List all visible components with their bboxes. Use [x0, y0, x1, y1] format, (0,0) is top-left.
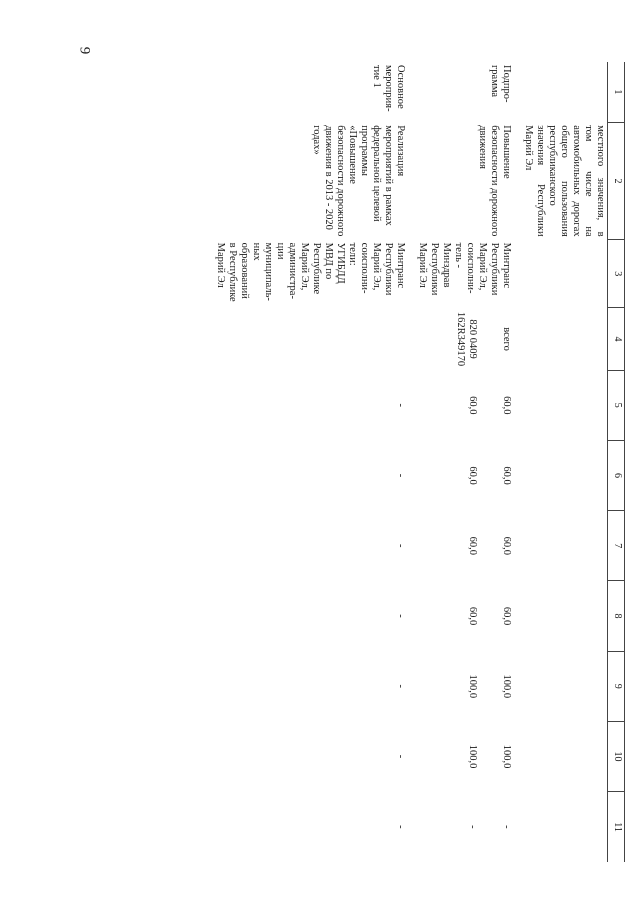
value-cell: 60,0	[466, 396, 478, 415]
value-cell: -	[395, 544, 406, 548]
program-title: Реализация мероприятий в рамках федеральной целевой программы «Повышение безопасности дорожного движения в 2013 - 2020 годах»	[311, 125, 406, 237]
kbk-cell	[213, 308, 407, 370]
value-cell: -	[395, 403, 406, 407]
header-cell: 1	[608, 62, 625, 122]
value-cell: -	[395, 614, 406, 618]
budget-table-rotated	[125, 62, 625, 862]
value-cell: 100,0	[501, 674, 512, 699]
value-cell: 60,0	[466, 606, 478, 626]
continuation-row	[521, 62, 608, 862]
page-number: 9	[76, 46, 93, 55]
value-cell: 60,0	[501, 536, 512, 555]
table-row	[479, 62, 513, 862]
value-cell: 60,0	[501, 396, 512, 415]
value-cell: -	[466, 825, 478, 829]
value-cell: -	[395, 473, 406, 478]
value-cell: 100,0	[466, 744, 478, 769]
header-cell: 6	[608, 440, 625, 510]
kbk-cell: 820 0409 162R349170	[454, 311, 478, 367]
header-cell: 5	[608, 370, 625, 440]
continuation-text: местного значения, в том числе на автомобильных дорогах общего пользования республиканского значения Республики Марий Эл	[523, 125, 606, 237]
program-name: Основное мероприя-тие 1	[371, 65, 406, 112]
program-executors: Минтранс Республики Марий Эл, соисполни-тель - Минздрав Республики Марий Эл	[417, 242, 512, 296]
column-number-header	[608, 62, 625, 862]
value-cell: -	[395, 684, 406, 688]
header-cell: 8	[608, 581, 625, 651]
header-cell: 4	[608, 308, 625, 370]
program-executors: Минтранс Республики Марий Эл, соисполни-тели: УГИБДД МВД по Республике Марий Эл, администра-ции муниципаль-ных образований в Республике Марий Эл	[215, 242, 406, 302]
header-cell: 2	[608, 122, 625, 239]
value-cell: 60,0	[501, 606, 512, 626]
budget-table	[213, 62, 625, 862]
value-cell: 60,0	[466, 466, 478, 485]
value-cell: 60,0	[466, 536, 478, 555]
kbk-cell: всего	[501, 327, 512, 351]
header-cell: 3	[608, 240, 625, 308]
value-cell: -	[395, 825, 406, 829]
value-cell: 100,0	[466, 674, 478, 699]
value-cell: 100,0	[501, 744, 512, 769]
header-cell: 11	[608, 792, 625, 862]
value-cell: -	[395, 754, 406, 759]
value-cell: -	[501, 825, 512, 829]
header-cell: 10	[608, 721, 625, 791]
program-name: Подпро-грамма	[489, 65, 512, 103]
program-title: Повышение безопасности дорожного движения	[477, 125, 512, 237]
header-cell: 9	[608, 651, 625, 721]
header-cell: 7	[608, 511, 625, 581]
value-cell: 60,0	[501, 466, 512, 485]
table-row	[213, 62, 407, 862]
